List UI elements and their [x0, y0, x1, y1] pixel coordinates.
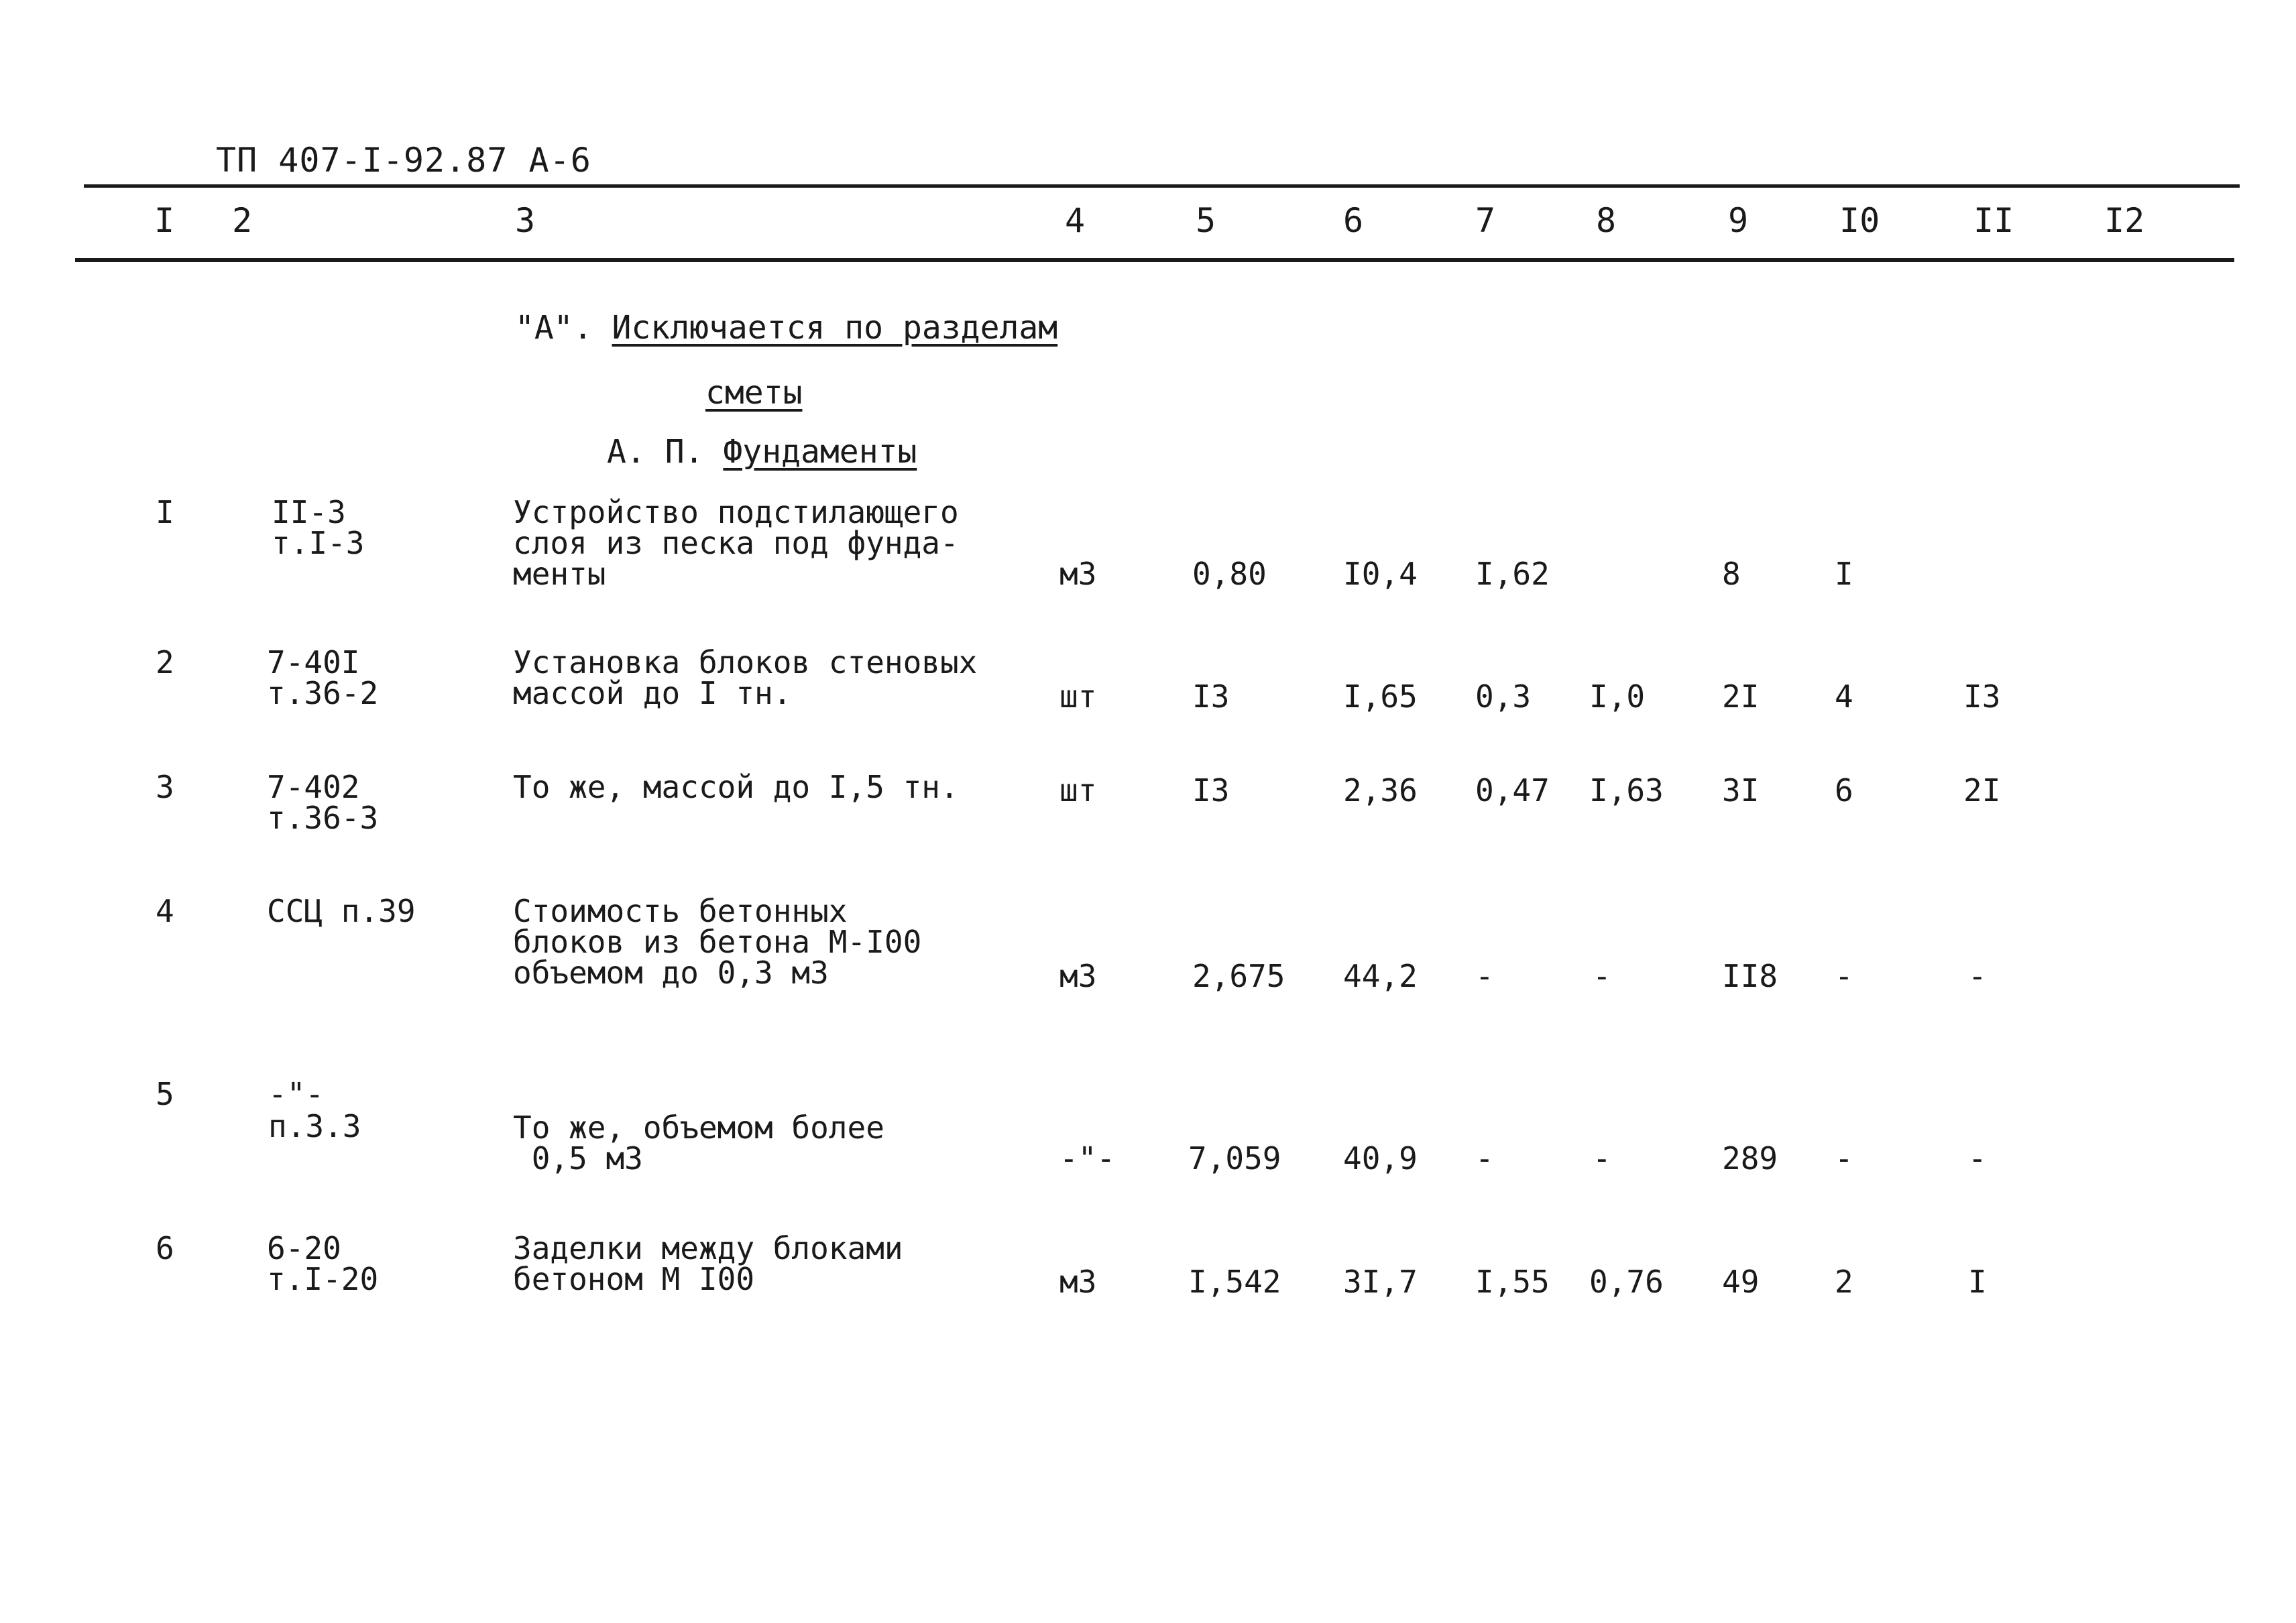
row-unit: м3 — [1059, 958, 1097, 994]
row-col6: 44,2 — [1343, 958, 1418, 994]
row-unit: м3 — [1059, 1264, 1097, 1300]
row-col9: 289 — [1722, 1140, 1778, 1177]
row-col8: I,63 — [1589, 772, 1664, 808]
row-col7: I,62 — [1475, 556, 1550, 592]
row-col10: 2 — [1835, 1264, 1853, 1300]
row-col9: 8 — [1722, 556, 1741, 592]
row-description-line: То же, массой до I,5 тн. — [513, 769, 959, 805]
row-description-line: Заделки между блоками — [513, 1230, 903, 1266]
row-number: 5 — [156, 1076, 174, 1112]
column-header-3: 3 — [515, 201, 536, 240]
row-col10: 4 — [1835, 678, 1853, 715]
row-col6: I0,4 — [1343, 556, 1418, 592]
row-col5: 7,059 — [1188, 1140, 1281, 1177]
row-col5: I3 — [1192, 678, 1230, 715]
row-number: 2 — [156, 644, 174, 680]
header-bottom-rule — [75, 258, 2234, 262]
subsection-prefix: А. П. — [607, 433, 704, 471]
row-col10: 6 — [1835, 772, 1853, 808]
section-title-line1: Исключается по разделам — [612, 309, 1058, 347]
row-number: 4 — [156, 893, 174, 929]
row-col11: - — [1968, 1140, 1987, 1177]
row-col9: 3I — [1722, 772, 1760, 808]
row-col5: I3 — [1192, 772, 1230, 808]
row-number: 6 — [156, 1230, 174, 1266]
row-description-line: Стоимость бетонных — [513, 893, 848, 929]
column-header-4: 4 — [1065, 201, 1086, 240]
row-code-line: 6-20 — [267, 1230, 341, 1266]
column-header-11: II — [1973, 201, 2014, 240]
column-header-9: 9 — [1728, 201, 1749, 240]
row-col6: 2,36 — [1343, 772, 1418, 808]
column-header-5: 5 — [1196, 201, 1216, 240]
column-header-7: 7 — [1475, 201, 1496, 240]
row-code-line: II-3 — [272, 494, 346, 530]
row-description-line: 0,5 м3 — [513, 1140, 643, 1177]
column-header-10: I0 — [1839, 201, 1880, 240]
row-col7: 0,3 — [1475, 678, 1532, 715]
row-col11: I3 — [1963, 678, 2001, 715]
row-col8: I,0 — [1589, 678, 1646, 715]
row-description-line: бетоном М I00 — [513, 1261, 755, 1297]
row-code-line: -"- — [268, 1076, 325, 1112]
column-header-2: 2 — [232, 201, 253, 240]
row-col6: 40,9 — [1343, 1140, 1418, 1177]
row-unit: -"- — [1059, 1140, 1116, 1177]
row-col11: - — [1968, 958, 1987, 994]
column-header-1: I — [154, 201, 175, 240]
row-col10: - — [1835, 1140, 1853, 1177]
section-heading — [515, 309, 1058, 347]
row-unit: шт — [1059, 678, 1097, 715]
row-description-line: блоков из бетона М-I00 — [513, 924, 922, 960]
row-col5: I,542 — [1188, 1264, 1281, 1300]
column-header-12: I2 — [2104, 201, 2145, 240]
subsection-heading — [607, 433, 917, 471]
column-header-8: 8 — [1596, 201, 1617, 240]
row-col10: - — [1835, 958, 1853, 994]
row-unit: шт — [1059, 772, 1097, 808]
row-code-line: т.36-2 — [267, 675, 379, 711]
section-prefix: "А". — [515, 309, 593, 347]
row-unit: м3 — [1059, 556, 1097, 592]
row-description-line: слоя из песка под фунда- — [513, 525, 959, 561]
row-code-line: т.I-20 — [267, 1261, 379, 1297]
row-code-line: п.3.3 — [268, 1108, 361, 1144]
row-col8: - — [1593, 958, 1611, 994]
subsection-title: Фундаменты — [723, 433, 917, 471]
row-description-line: массой до I тн. — [513, 675, 792, 711]
section-title-line2: сметы — [705, 374, 803, 412]
column-header-6: 6 — [1343, 201, 1364, 240]
row-col9: 49 — [1722, 1264, 1760, 1300]
row-code-line: 7-40I — [267, 644, 360, 680]
row-col7: 0,47 — [1475, 772, 1550, 808]
row-code-line: ССЦ п.39 — [267, 893, 416, 929]
row-description-line: То же, объемом более — [513, 1109, 884, 1146]
row-description-line: менты — [513, 556, 606, 592]
row-description-line: объемом до 0,3 м3 — [513, 955, 829, 991]
row-col8: - — [1593, 1140, 1611, 1177]
row-col7: - — [1475, 1140, 1494, 1177]
row-col6: 3I,7 — [1343, 1264, 1418, 1300]
row-description-line: Устройство подстилающего — [513, 494, 959, 530]
row-col8: 0,76 — [1589, 1264, 1664, 1300]
row-col9: II8 — [1722, 958, 1778, 994]
row-description-line: Установка блоков стеновых — [513, 644, 978, 680]
row-col11: I — [1968, 1264, 1987, 1300]
row-code-line: 7-402 — [267, 769, 360, 805]
row-col5: 0,80 — [1192, 556, 1267, 592]
row-number: 3 — [156, 769, 174, 805]
row-number: I — [156, 494, 174, 530]
row-col5: 2,675 — [1192, 958, 1285, 994]
header-top-rule — [84, 184, 2240, 188]
row-code-line: т.36-3 — [267, 800, 379, 836]
row-code-line: т.I-3 — [272, 525, 365, 561]
document-code: ТП 407-I-92.87 А-6 — [216, 141, 591, 180]
row-col9: 2I — [1722, 678, 1760, 715]
row-col11: 2I — [1963, 772, 2001, 808]
row-col10: I — [1835, 556, 1853, 592]
row-col7: I,55 — [1475, 1264, 1550, 1300]
row-col7: - — [1475, 958, 1494, 994]
row-col6: I,65 — [1343, 678, 1418, 715]
